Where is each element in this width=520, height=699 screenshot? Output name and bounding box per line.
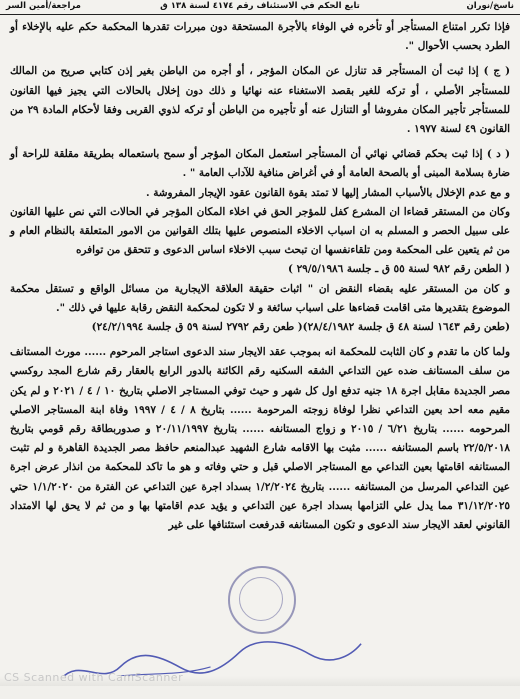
- header-copyist: ناسخ/نوران: [466, 1, 514, 11]
- paragraph-facts: ولما كان ما تقدم و كان الثابت للمحكمة انه بموجب عقد الايجار سند الدعوى استاجر المرحوم ...... مورث المستانف من سلف المستانف ضده عين التداعي الشقه السكنيه رقم الكائنة بالدور الرابع بالعقار رقم شارع المجد روكسي مصر الجديدة مقابل اجرة ١٨ جنيه تدفع اول كل شهر و حيث توفي المستاجر الاصلي بتاريخ ١٠ / ٤ / ٢٠٢١ و لم يكن مقيم معه احد بعين التداعي نظرا لوفاة زوجته المرحومة ...... بتاريخ ٨ / ٤ / ١٩٩٧ وفاة ابنة المستاجر الاصلي المرحومه ...... بتاريخ ٦/٢١ / ٢٠١٥ و زواج المستانفه ...... بتاريخ ٢٠/١١/١٩٩٧ و صدوربطاقة رقم قومي بتاريخ ٢٢/٥/٢٠١٨ باسم المستانفه ...... مثبت بها الاقامه شارع الشهيد عبدالمنعم حافظ مصر الجديدة القاهرة و لم تثبت المستانفه اقامتها بعين التداعي مع المستاجر الاصلي قبل و حتي وفاته و هو ما تاكد للمحكمة من انذار عرض اجرة عين التداعي المرسل من المستانفه ...... بتاريخ ١/٢/٢٠٢٤ بسداد اجرة عين التداعي عن الفترة من ١/١/٢٠٢٠ حتي ٣١/١٢/٢٠٢٥ مما يدل علي التزامها بسداد اجرة عين التداعي و يؤيد عدم اقامتها بها و من ثم لا يحق لها الامتداد القانوني لعقد الايجار سند الدعوى و تكون المستانفه قدرفعت استئنافها على غير: [10, 346, 511, 532]
- court-stamp: [228, 566, 296, 634]
- citation-appeal-982: ( الطعن رقم ٩٨٢ لسنة ٥٥ ق ـ جلسة ٢٩/٥/١٩٨٦ ): [288, 263, 510, 276]
- header-reviewer: مراجعة/أمين السر: [6, 1, 81, 11]
- header-case-title: تابع الحكم في الاستئناف رقم ٤١٧٤ لسنة ١٣٨ ق: [160, 1, 360, 11]
- paragraph-clause-c: ( ج ) إذا ثبت أن المستأجر قد تنازل عن المكان المؤجر ، أو أجره من الباطن بغير إذن كتابي صريح من المالك للمستأجر الأصلي ، أو تركه للغير بقصد الاستغناء عنه نهائيا و ذلك دون إخلال بالحالات التي يجيز فيها القانون للمستأجر تأجير المكان مفروشا أو التنازل عنه أو تأجيره من الباطن أو تركه لذوي القربى وفقا لأحكام المادة ٢٩ من القانون ٤٩ لسنة ١٩٧٧ .: [10, 65, 510, 136]
- paragraph-furnished: و مع عدم الإخلال بالأسباب المشار إليها لا تمتد بقوة القانون عقود الإيجار المفروشة .: [145, 186, 510, 199]
- paragraph-cassation-rule: و كان من المستقر عليه بقضاء النقض ان " اثبات حقيقة العلاقة الايجارية من مسائل الواقع و تستقل محكمة الموضوع بتقديرها متى اقامت قضاءها على اسباب سائغة و لا تكون لمحكمة النقض رقابة عليها في ذلك ".: [10, 282, 510, 314]
- judgment-text: [10, 18, 510, 535]
- scanner-watermark: CS Scanned with CamScanner: [4, 671, 184, 684]
- paragraph-clause-d: ( د ) إذا ثبت بحكم قضائي نهائي أن المستأجر استعمل المكان المؤجر أو سمح باستعماله بطريقة مقلقة للراحة أو ضارة بسلامة المبنى أو بالصحة العامة أو في أغراض منافية للآداب العامة " .: [10, 148, 510, 180]
- page-header: [0, 0, 520, 15]
- citation-appeals-1643-2792: (طعن رقم ١٦٤٣ لسنة ٤٨ ق جلسة ٢٨/٤/١٩٨٢)( طعن رقم ٢٧٩٢ لسنة ٥٩ ق جلسة ٢٤/٢/١٩٩٤): [91, 321, 510, 334]
- paragraph-eviction-repeat: فإذا تكرر امتناع المستأجر أو تأخره في الوفاء بالأجرة المستحقة دون مبررات تقدرها المحكمة حكم عليه بالإخلاء أو الطرد بحسب الأحوال ".: [10, 21, 510, 53]
- paragraph-public-order: وكان من المستقر قضاءا ان المشرع كفل للمؤجر الحق في اخلاء المكان المؤجر في الحالات التي نص عليها القانون على سبيل الحصر و المسلم به ان اسباب الاخلاء المنصوص عليها بتلك القوانين من الامور المتعلقة بالنظام العام و من ثم يتعين على المحكمة ومن تلقاءنفسها ان تبحث سبب الاخلاء اساس الدعوى و تتحقق من توافره: [10, 205, 510, 257]
